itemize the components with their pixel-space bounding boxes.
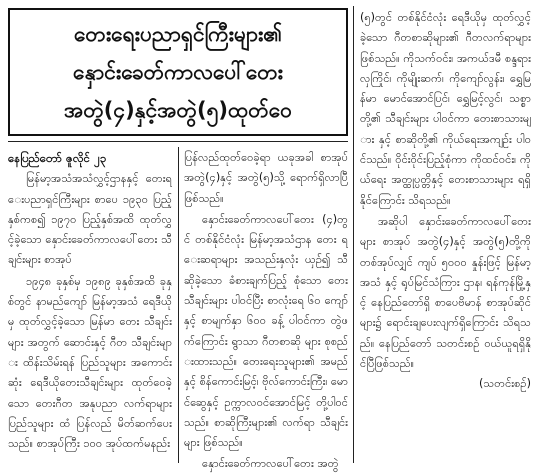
paragraph: အဆိုပါ နှောင်းခေတ်ကာလပေါ်တေး များ စာအုပ် အတွဲ(၄)နှင့် အတွဲ(၅)တို့ကို တစ်အုပ်လျှင် ကျပ် ၅၀၀၀ နှုန်းဖြင့် မြန်မာ့အသံ နှင့် ရုပ်မြင်သံကြား ဌာန၊ ရန်ကုန်မြို့နှင့် နေပြည်တော်ရှိ စာပေဗိမာန် စာအုပ်ဆိုင်များ၌ ရောင်းချပေးလျက်ရှိကြောင်း သိရသည်။ နေပြည်တော် သတင်းစဉ် ဝယ်ယူရရှိနိုင်ပြီဖြစ်သည်။: [360, 214, 531, 371]
article-column-left: [8, 148, 172, 463]
headline-line-3: အတွဲ(၄)နှင့်အတွဲ(၅)ထုတ်ဝေ: [64, 98, 292, 122]
headline-line-2: နှောင်းခေတ်ကာလပေါ်တေး: [72, 60, 284, 84]
headline-box: [8, 8, 348, 136]
column-rule-middle: [178, 147, 179, 463]
headline-line-1: တေးရေးပညာရှင်ကြီးများ၏: [74, 22, 282, 46]
article-column-right: [360, 8, 531, 463]
paragraph: နှောင်းခေတ်ကာလပေါ်တေး (၄)တွင် တစ်နိုင်ငံလုံး မြန်မာ့အသံဌာန တေး ရေးဆရာများ အသည်းနှလုံး ယှဉ်၍ သီဆိုခဲ့သော ခံစားချက်ပြည့် စုံသော တေးသီချင်းများ ပါဝင်ပြီး စာလုံးရေ ၆၀ ကျော်နှင့် စာမျက်နှာ ၆၀၀ ခန့် ပါဝင်ကာ တွဲဖက်ကြောင်း ရွာသာ ဂီတစာဆို များ စုစည်းထားသည်။ တေးရေးသူများ၏ အမည် နှင့် စိန်ကောင်းမြင့်၊ ဗိုလ်ကောင်းကြီး၊ မောင်ဆွေနှင့် ဥက္ကာလဝင်အောင်မြင့် တို့ပါဝင်သည်။ စာဆိုကြီးများ၏ လက်ရာ သီချင်းများ ဖြစ်သည်။: [184, 212, 348, 450]
byline: (သတင်းစဉ်): [479, 377, 531, 391]
column-rule-right: [353, 6, 354, 463]
headline-bottom-rule: [8, 141, 348, 142]
article-column-middle: [184, 148, 348, 471]
paragraph: မြန်မာ့အသံအသံလွှင့်ဌာနနှင့် တေးရေးပညာရှင်ကြီးများ စာပေ ၁၉၃၀ ပြည့်နှစ်ကစ၍ ၁၉၇၀ ပြည့်နှစ်အထိ ထုတ်လွှင့်ခဲ့သော နှောင်းခေတ်ကာလပေါ်တေး သီချင်းများ စာအုပ်: [8, 172, 172, 267]
dateline: နေပြည်တော် ဇူလိုင် ၂၃: [8, 151, 107, 165]
paragraph: (၅)တွင် တစ်နိုင်ငံလုံး ရေဒီယိုမှ ထုတ်လွှင့် ခဲ့သော ဂီတစာဆိုများ၏ ဂီတလက်ရာများ ဖြစ်သည်။ ကိုသက်ဝင်း၊ အကယ်ဒမီ စန္ဒရားလှကြိုင်၊ ကိုမျိုးဆက်၊ ကိုကျော်လွန်း၊ ရွှေမြန်မာ မောင်အောင်ပြင်၊ ရွှေမြင့်လွင်၊ သစ္စာတို့၏ သီချင်းများ ပါဝင်ကာ တေးစာသားများ နှင့် စာဆိုတို့၏ ကိုယ်ရေးအကျဉ်း ပါဝင်သည်။ ဝိုင်းဝိုင်းပြည့်စုံကာ ကိုထင်ဝင်း၊ ကိုယ်ရေး အတ္ထုပ္ပတ္တိနှင့် တေးစာသားများ ရရှိ နိုင်ကြောင်း သိရသည်။: [360, 11, 531, 207]
paragraph: ပြန်လည်ထုတ်ဝေခဲ့ရာ ယခုအခါ စာအုပ်အတွဲ(၄)နှင့် အတွဲ(၅)သို့ ရောက်ရှိလာပြီဖြစ်သည်။: [184, 151, 348, 205]
paragraph: ၁၉၄၈ ခုနှစ်မှ ၁၉၈၉ ခုနှစ်အထိ ခုနှစ်တွင် နာမည်ကျော် မြန်မာ့အသံ ရေဒီယိုမှ ထုတ်လွှင့်ခဲ့သော မြန်မာ တေး သီချင်းများ အတွက် ဆောင်းနှင့် ဂီတ သီချင်းများ ထိန်းသိမ်းရန် ပြည်သူများ အကောင်းဆုံး ရေဒီယိုတေးသီချင်းများ ထုတ်ဝေခဲ့သော တေးဂီတ အနုပညာ လက်ရာများ ပြည်သူများ ထံ ပြန်လည် မိတ်ဆက်ပေးသည်။ စာအုပ်ကြီး ၁၀၀ အုပ်ထက်မနည်း: [8, 274, 172, 451]
paragraph: နှောင်းခေတ်ကာလပေါ်တေး အတွဲ: [202, 457, 339, 471]
